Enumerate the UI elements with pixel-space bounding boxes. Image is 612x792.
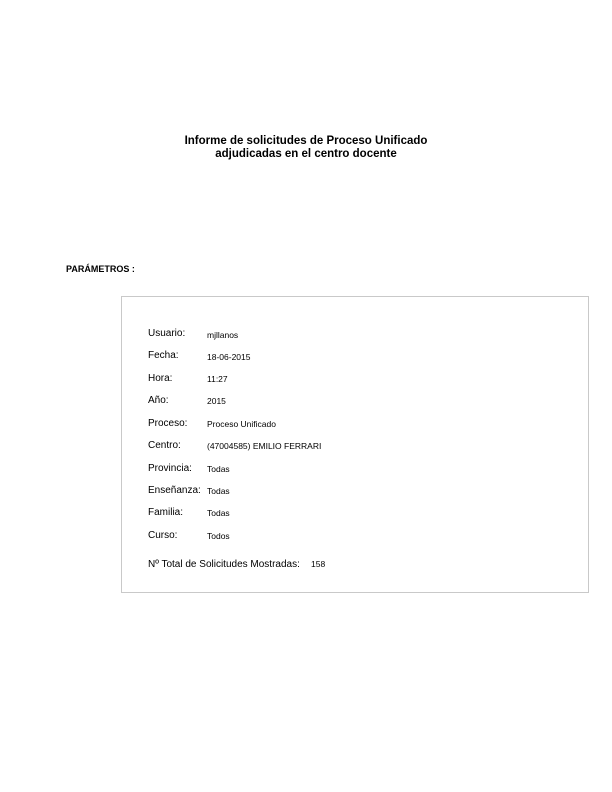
param-label-ensenanza: Enseñanza: xyxy=(148,485,201,496)
param-label-curso: Curso: xyxy=(148,530,178,541)
report-title-line-2: adjudicadas en el centro docente xyxy=(215,148,397,160)
param-label-anio: Año: xyxy=(148,395,169,406)
param-label-provincia: Provincia: xyxy=(148,463,192,474)
report-title xyxy=(0,135,612,161)
param-value-usuario: mjllanos xyxy=(207,330,239,340)
param-label-fecha: Fecha: xyxy=(148,350,179,361)
param-label-proceso: Proceso: xyxy=(148,418,188,429)
param-label-usuario: Usuario: xyxy=(148,328,186,339)
total-solicitudes-value: 158 xyxy=(311,559,326,569)
total-solicitudes-label: Nº Total de Solicitudes Mostradas: xyxy=(148,559,300,570)
param-value-hora: 11:27 xyxy=(207,374,228,384)
param-label-familia: Familia: xyxy=(148,507,184,518)
param-label-hora: Hora: xyxy=(148,373,173,384)
param-value-centro: (47004585) EMILIO FERRARI xyxy=(207,441,322,451)
param-value-anio: 2015 xyxy=(207,396,226,406)
param-value-fecha: 18-06-2015 xyxy=(207,352,251,362)
param-value-familia: Todas xyxy=(207,508,230,518)
parameters-heading: PARÁMETROS : xyxy=(66,264,135,274)
param-value-provincia: Todas xyxy=(207,464,230,474)
param-label-centro: Centro: xyxy=(148,440,181,451)
parameters-box xyxy=(121,296,589,593)
param-value-proceso: Proceso Unificado xyxy=(207,419,276,429)
report-title-line-1: Informe de solicitudes de Proceso Unificado xyxy=(184,135,428,147)
param-value-curso: Todos xyxy=(207,531,230,541)
param-value-ensenanza: Todas xyxy=(207,486,230,496)
